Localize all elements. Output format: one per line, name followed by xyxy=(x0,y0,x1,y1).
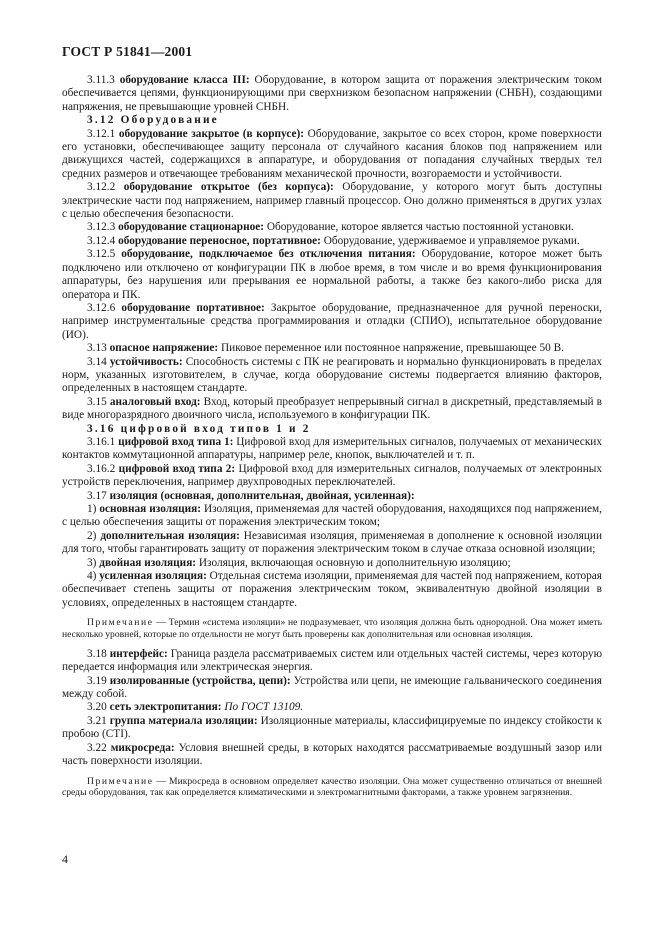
clause-3-12-3 xyxy=(62,221,602,234)
clause-number: 3.15 xyxy=(87,395,107,408)
clause-term: оборудование портативное: xyxy=(121,301,265,314)
clause-term: группа материала изоляции: xyxy=(109,714,258,727)
document-body xyxy=(62,74,602,806)
list-item-2 xyxy=(62,530,602,557)
list-item-4 xyxy=(62,570,602,610)
list-number: 2) xyxy=(87,529,97,542)
clause-3-12-1 xyxy=(62,128,602,182)
section-title: цифровой вход типов 1 и 2 xyxy=(120,422,311,435)
clause-term: оборудование переносное, портативное: xyxy=(118,234,321,247)
list-number: 1) xyxy=(87,503,97,515)
clause-term: изолированные (устройства, цепи): xyxy=(109,674,291,687)
list-number: 3) xyxy=(87,556,97,569)
clause-text: Оборудование, у которого могут быть доступны электрические части под напряжением, например главный процессор. Оно должно применяться в других узлах с целью обеспечения безопасности. xyxy=(62,181,602,221)
clause-number: 3.11.3 xyxy=(87,74,115,86)
clause-3-17 xyxy=(62,490,602,503)
clause-number: 3.12.5 xyxy=(87,248,116,261)
clause-number: 3.17 xyxy=(87,489,107,502)
clause-number: 3.12.6 xyxy=(87,301,116,314)
clause-term: устойчивость: xyxy=(109,355,183,368)
clause-text: Устройства или цепи, не имеющие гальванического соединения между собой. xyxy=(62,674,602,701)
clause-number: 3.14 xyxy=(87,355,107,368)
clause-text: Цифровой вход для измерительных сигналов, получаемых от электронных устройств переключения, например двухпроводных переключателей. xyxy=(62,462,602,489)
clause-number: 3.22 xyxy=(87,741,107,754)
clause-term: микросреда: xyxy=(110,741,175,754)
clause-term: оборудование стационарное: xyxy=(118,221,265,234)
clause-3-22 xyxy=(62,742,602,769)
clause-term: цифровой вход типа 2: xyxy=(118,462,236,475)
section-number: 3.12 xyxy=(87,114,116,127)
clause-term: аналоговый вход: xyxy=(109,395,201,408)
list-item-1 xyxy=(62,503,602,530)
clause-number: 3.19 xyxy=(87,674,107,687)
clause-3-15 xyxy=(62,396,602,423)
note-2 xyxy=(62,776,602,800)
clause-3-12-4 xyxy=(62,235,602,248)
clause-term: двойная изоляция: xyxy=(99,556,197,569)
clause-3-16-2 xyxy=(62,463,602,490)
clause-3-20 xyxy=(62,701,602,714)
clause-term: сеть электропитания: xyxy=(109,701,222,714)
list-item-3 xyxy=(62,557,602,570)
clause-number: 3.12.3 xyxy=(87,221,116,234)
clause-text: Оборудование, закрытое со всех сторон, кроме поверхности его установки, обеспечивающее защиту персонала от случайного касания блоков под напряжением или движущихся частей, содержащихся в аппаратуре, и оборудования от попадания случайных твердых тел средних размеров и отвечающее требованиям механической прочности, возгораемости и устойчивости. xyxy=(62,127,602,180)
note-label: Примечание xyxy=(87,617,154,629)
clause-3-13 xyxy=(62,342,602,355)
note-text: — Термин «система изоляции» не подразумевает, что изоляция должна быть однородной. Она может иметь несколько уровней, которые по отдельности не могут быть проверены как дополнительная или основная изоляция. xyxy=(62,617,602,641)
clause-term: усиленная изоляция: xyxy=(99,570,207,583)
clause-number: 3.20 xyxy=(87,701,107,714)
clause-text: Оборудование, в котором защита от поражения электрическим током обеспечивается цепями, функционирующими при сверхнизком безопасном напряжении (СНБН), создающими напряжения, не превышающие уровней СНБН. xyxy=(62,74,603,113)
clause-number: 3.16.2 xyxy=(87,462,116,475)
note-text: — Микросреда в основном определяет качество изоляции. Она может существенно отличаться от внешней среды оборудования, так как определяется климатическими и электромагнитными факторами, а также уровнем загрязнения. xyxy=(62,775,602,799)
clause-3-12-2 xyxy=(62,181,602,221)
clause-number: 3.12.2 xyxy=(87,181,116,194)
clause-text: Оборудование, которое может быть подключено или отключено от конфигурации ПК в любое время, в том числе и во время функционирования аппаратуры, без нарушения или прерывания ее нормальной работы, а также без какого-либо риска для оператора и ПК. xyxy=(62,248,602,301)
note-label: Примечание xyxy=(87,775,154,787)
clause-text: Изоляция, применяемая для частей оборудования, находящихся под напряжением, с целью обеспечения защиты от поражения электрическим током; xyxy=(62,503,603,529)
note-1 xyxy=(62,617,602,641)
clause-3-11-3 xyxy=(62,74,602,114)
section-heading-3-12 xyxy=(62,114,602,127)
section-heading-3-16 xyxy=(62,423,602,436)
page-number: 4 xyxy=(62,852,68,866)
clause-number: 3.13 xyxy=(87,342,107,355)
clause-number: 3.21 xyxy=(87,714,107,727)
clause-text: Вход, который преобразует непрерывный сигнал в дискретный, представляемый в виде многоразрядного двоичного числа, используемого в конфигурации ПК. xyxy=(62,395,602,422)
clause-text: Оборудование, удерживаемое и управляемое руками. xyxy=(320,234,580,247)
clause-term: оборудование закрытое (в корпусе): xyxy=(118,127,305,140)
clause-number: 3.18 xyxy=(87,647,107,660)
clause-text: Отдельная система изоляции, применяемая для частей под напряжением, которая обеспечивает степень защиты от поражения электрическим током, эквивалентную двойной изоляции в условиях, определенных в настоящем стандарте. xyxy=(62,570,602,609)
clause-term: оборудование класса III: xyxy=(119,74,250,86)
section-title: Оборудование xyxy=(120,114,219,127)
clause-term: оборудование, подключаемое без отключения питания: xyxy=(121,248,416,261)
clause-number: 3.12.1 xyxy=(87,127,116,140)
clause-text: Граница раздела рассматриваемых систем или отдельных частей системы, через которую передается информация или электрическая энергия. xyxy=(62,647,603,674)
clause-text: Закрытое оборудование, предназначенное для ручной переноски, например инструментальные средства программирования и отладки (СПИО), испытательное оборудование (ИО). xyxy=(62,301,602,341)
clause-3-18 xyxy=(62,648,602,675)
clause-number: 3.12.4 xyxy=(87,234,116,247)
clause-term: изоляция (основная, дополнительная, двойная, усиленная): xyxy=(109,489,415,502)
clause-3-21 xyxy=(62,715,602,742)
clause-term: дополнительная изоляция: xyxy=(100,529,240,542)
list-number: 4) xyxy=(87,570,97,583)
clause-3-16-1 xyxy=(62,436,602,463)
clause-text: Пиковое переменное или постоянное напряжение, превышающее 50 В. xyxy=(218,342,564,355)
clause-term: опасное напряжение: xyxy=(109,342,219,355)
clause-text: Цифровой вход для измерительных сигналов, получаемых от механических контактов коммутационной аппаратуры, например реле, кнопок, выключателей и т. п. xyxy=(62,435,602,462)
clause-text: Изоляция, включающая основную и дополнительную изоляцию; xyxy=(196,556,511,569)
clause-3-19 xyxy=(62,675,602,702)
clause-text: Способность системы с ПК не реагировать и нормально функционировать в пределах норм, указанных изготовителем, в случае, когда оборудование системы подвергается влиянию факторов, определенных в настоящем стандарте. xyxy=(62,355,602,395)
clause-term: цифровой вход типа 1: xyxy=(118,435,234,448)
clause-text: Оборудование, которое является частью постоянной установки. xyxy=(264,221,574,234)
clause-3-12-5 xyxy=(62,248,602,302)
clause-term: интерфейс: xyxy=(109,647,168,660)
clause-reference: По ГОСТ 13109. xyxy=(221,701,304,714)
document-header: ГОСТ Р 51841—2001 xyxy=(62,44,193,59)
clause-text: Условия внешней среды, в которых находятся рассматриваемые воздушный зазор или часть поверхности изоляции. xyxy=(62,741,602,768)
clause-text: Независимая изоляция, применяемая в дополнение к основной изоляции для того, чтобы гарантировать защиту от поражения электрическим током в случае отказа основной изоляции; xyxy=(62,529,602,556)
clause-3-12-6 xyxy=(62,302,602,342)
clause-term: основная изоляция: xyxy=(99,503,202,515)
section-number: 3.16 xyxy=(87,422,116,435)
clause-term: оборудование открытое (без корпуса): xyxy=(123,181,334,194)
clause-text: Изоляционные материалы, классифицируемые по индексу стойкости к пробою (СТI). xyxy=(62,714,602,741)
clause-number: 3.16.1 xyxy=(87,435,116,448)
clause-3-14 xyxy=(62,356,602,396)
